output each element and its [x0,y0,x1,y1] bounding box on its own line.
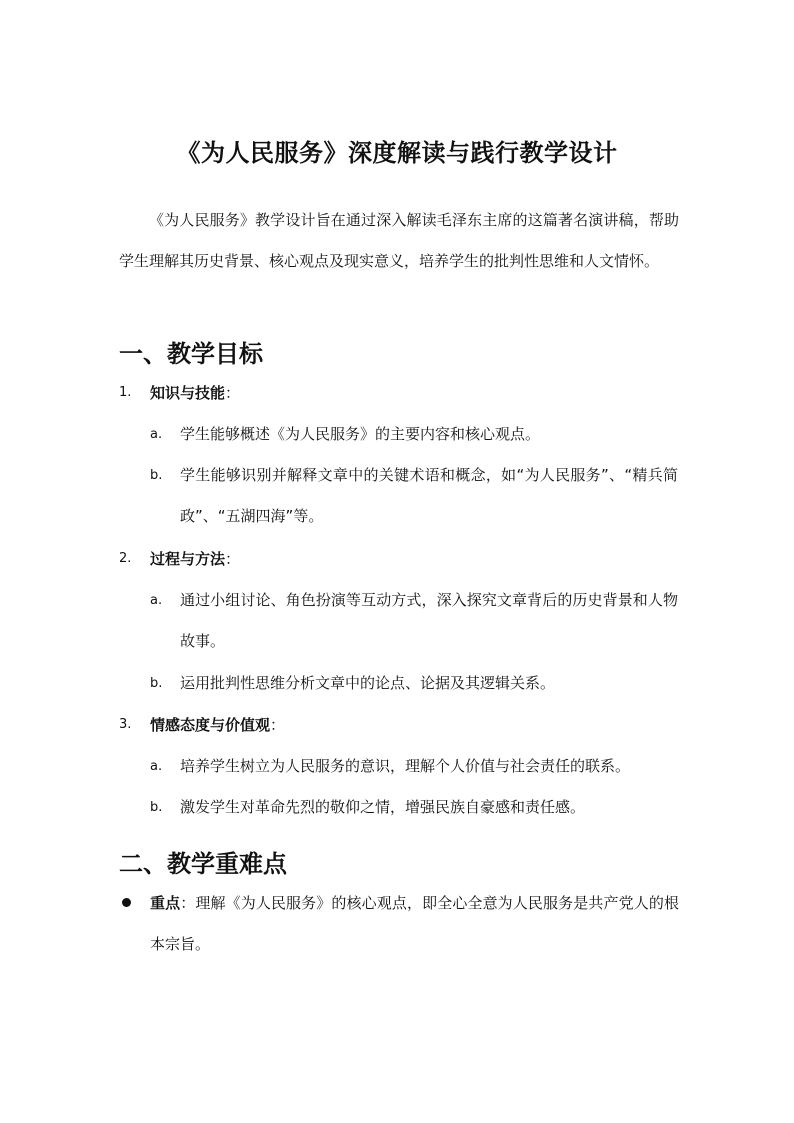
subitem-text: 学生能够概述《为人民服务》的主要内容和核心观点。 [180,425,541,443]
item-number: 3. [119,717,132,732]
subitem-letter: b. [150,800,163,815]
item-number: 1. [119,385,132,400]
subitem-1b [150,455,680,537]
subitem-text: 学生能够识别并解释文章中的关键术语和概念，如“为人民服务”、“精兵简政”、“五湖四海”等。 [180,466,678,525]
item-number: 2. [119,551,132,566]
subitem-text: 通过小组讨论、角色扮演等互动方式，深入探究文章背后的历史背景和人物故事。 [180,591,678,650]
subitem-letter: a. [150,427,163,442]
document-title: 《为人民服务》深度解读与践行教学设计 [176,139,618,167]
subitem-3b [150,787,680,828]
item-label: 过程与方法 [150,550,226,568]
subitem-letter: b. [150,468,163,483]
subitem-letter: a. [150,759,163,774]
bullet-text: 理解《为人民服务》的核心观点，即全心全意为人民服务是共产党人的根本宗旨。 [150,894,679,953]
section-heading-key-points: 二、教学重难点 [119,850,287,878]
subitem-text: 培养学生树立为人民服务的意识，理解个人价值与社会责任的联系。 [180,757,631,775]
item-colon: ： [270,716,286,734]
subitem-1a [150,414,680,455]
bullet-colon: ： [180,894,196,912]
bullet-dot [122,898,131,907]
item-colon: ： [225,550,241,568]
item-label: 知识与技能 [150,384,226,402]
item-label: 情感态度与价值观 [150,716,271,734]
subitem-text: 激发学生对革命先烈的敬仰之情，增强民族自豪感和责任感。 [180,798,586,816]
subitem-letter: a. [150,593,163,608]
item-colon: ： [225,384,241,402]
subitem-text: 运用批判性思维分析文章中的论点、论据及其逻辑关系。 [180,674,556,692]
section-heading-goals: 一、教学目标 [119,340,263,368]
subitem-letter: b. [150,676,163,691]
intro-paragraph: 《为人民服务》教学设计旨在通过深入解读毛泽东主席的这篇著名演讲稿，帮助学生理解其历史背景、核心观点及现实意义，培养学生的批判性思维和人文情怀。 [119,211,679,270]
subitem-3a [150,746,680,787]
bullet-key-point [119,883,679,965]
subitem-2a [150,580,680,662]
subitem-2b [150,663,680,704]
bullet-label: 重点 [150,894,181,912]
